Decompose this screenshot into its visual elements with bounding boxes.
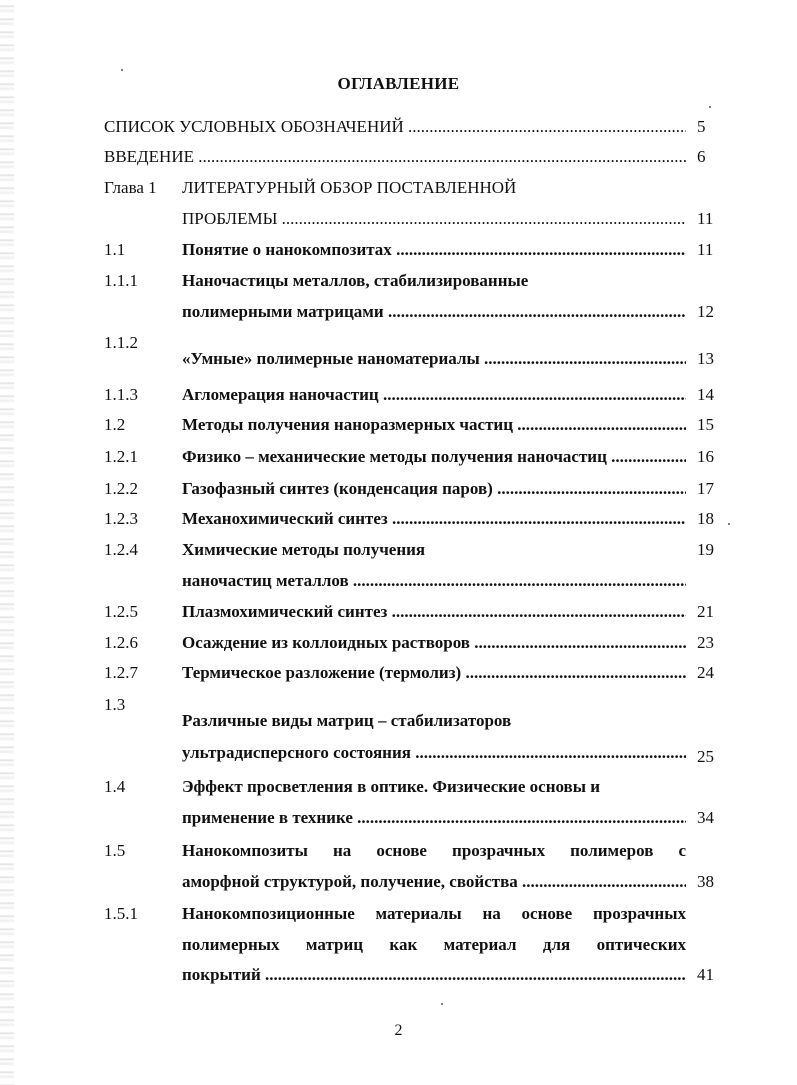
toc-entry-continuation xyxy=(0,807,797,829)
toc-entry-page: 5 xyxy=(697,117,706,136)
toc-entry xyxy=(0,116,797,138)
toc-entry-title: Нанокомпозиты на основе прозрачных полимеров с xyxy=(182,841,686,860)
toc-entry-page: 11 xyxy=(697,240,714,259)
toc-entry-page: 21 xyxy=(697,602,714,621)
toc-entry-page: 23 xyxy=(697,633,714,652)
toc-entry-number: 1.2.3 xyxy=(104,509,138,528)
toc-entry-page: 16 xyxy=(697,447,714,466)
toc-entry-title: «Умные» полимерные наноматериалы ..... xyxy=(182,348,686,370)
toc-entry-page: 11 xyxy=(697,209,714,228)
toc-entry-page: 12 xyxy=(697,302,714,321)
toc-entry-page: 17 xyxy=(697,479,714,498)
toc-entry-number: 1.1.2 xyxy=(104,333,138,352)
toc-entry-page: 38 xyxy=(697,872,714,891)
toc-entry xyxy=(0,776,797,798)
toc-entry-title: Механохимический синтез ..... xyxy=(182,508,686,530)
toc-entry-title: Нанокомпозиционные материалы на основе прозрачных xyxy=(182,904,686,923)
toc-entry-number: 1.2.2 xyxy=(104,479,138,498)
toc-entry-page: 25 xyxy=(697,747,714,766)
toc-entry-continuation xyxy=(0,934,797,956)
toc-entry xyxy=(0,146,797,168)
toc-entry-continuation xyxy=(0,301,797,323)
toc-entry-title: Методы получения наноразмерных частиц ..... xyxy=(182,414,686,436)
toc-entry-title: Различные виды матриц – стабилизаторов xyxy=(182,711,512,730)
toc-entry-number: 1.3 xyxy=(104,695,126,714)
toc-entry-title: Эффект просветления в оптике. Физические основы и xyxy=(182,777,601,796)
toc-entry xyxy=(0,414,797,436)
toc-entry-continuation xyxy=(0,742,797,764)
toc-entry-page: 6 xyxy=(697,147,706,166)
toc-entry-title: Наночастицы металлов, стабилизированные xyxy=(182,271,529,290)
toc-entry-page: 41 xyxy=(697,965,714,984)
page-title: ОГЛАВЛЕНИЕ xyxy=(337,74,460,93)
toc-entry-continuation xyxy=(0,570,797,592)
toc-entry-continuation xyxy=(0,208,797,230)
toc-entry xyxy=(0,446,797,468)
toc-entry-number: 1.5.1 xyxy=(104,904,138,923)
toc-entry xyxy=(0,601,797,623)
toc-entry-number: 1.2.7 xyxy=(104,663,138,682)
toc-entry xyxy=(0,270,797,292)
toc-entry-title: Химические методы получения xyxy=(182,540,426,559)
toc-entry-number: 1.1.1 xyxy=(104,271,138,290)
toc-entry-title: полимерных матриц как материал для оптических xyxy=(182,935,686,954)
toc-entry-number: 1.1 xyxy=(104,240,126,259)
toc-entry-page: 34 xyxy=(697,808,714,827)
toc-entry-title: Термическое разложение (термолиз) ..... xyxy=(182,662,686,684)
toc-entry-page: 13 xyxy=(697,349,714,368)
toc-entry-title: наночастиц металлов ..... xyxy=(182,570,686,592)
toc-entry-title: Агломерация наночастиц ..... xyxy=(182,384,686,406)
toc-entry-page: 18 xyxy=(697,509,714,528)
toc-entry-title: ЛИТЕРАТУРНЫЙ ОБЗОР ПОСТАВЛЕННОЙ xyxy=(182,178,517,197)
toc-entry-title: покрытий ..... xyxy=(182,964,686,986)
toc-entry-page: 24 xyxy=(697,663,714,682)
toc-entry xyxy=(0,662,797,684)
toc-entry-continuation xyxy=(0,348,797,370)
toc-entry xyxy=(0,903,797,925)
toc-entry-number: Глава 1 xyxy=(104,178,157,197)
toc-entry-page: 14 xyxy=(697,385,714,404)
toc-entry-number: 1.4 xyxy=(104,777,126,796)
toc-entry-number: 1.2.4 xyxy=(104,540,138,559)
page-number: 2 xyxy=(394,1022,403,1039)
toc-entry-page: 15 xyxy=(697,415,714,434)
toc-entry-title: Газофазный синтез (конденсация паров) ..... xyxy=(182,478,686,500)
toc-entry-title: ПРОБЛЕМЫ ..... xyxy=(182,208,686,230)
toc-entry-title: полимерными матрицами ..... xyxy=(182,301,686,323)
toc-entry-title: Физико – механические методы получения наночастиц ..... xyxy=(182,446,686,468)
toc-entry-continuation xyxy=(0,871,797,893)
toc-entry-number: 1.2 xyxy=(104,415,126,434)
toc-entry xyxy=(0,239,797,261)
toc-entry-title: Осаждение из коллоидных растворов ..... xyxy=(182,632,686,654)
toc-entry xyxy=(0,632,797,654)
toc-entry xyxy=(0,508,797,530)
toc-entry xyxy=(0,384,797,406)
toc-entry-number: 1.1.3 xyxy=(104,385,138,404)
toc-entry-number: 1.2.1 xyxy=(104,447,138,466)
toc-entry-title: Понятие о нанокомпозитах ..... xyxy=(182,239,686,261)
toc-entry-title: Плазмохимический синтез ..... xyxy=(182,601,686,623)
toc-entry xyxy=(0,177,797,199)
toc-entry-title: применение в технике ..... xyxy=(182,807,686,829)
toc-entry-title: аморфной структурой, получение, свойства ..... xyxy=(182,871,686,893)
toc-entry-title: ультрадисперсного состояния ..... xyxy=(182,742,686,764)
toc-entry-number: 1.2.5 xyxy=(104,602,138,621)
toc-entry-continuation xyxy=(0,710,797,732)
toc-entry xyxy=(0,478,797,500)
toc-entry xyxy=(0,840,797,862)
toc-entry-title: ВВЕДЕНИЕ ..... xyxy=(104,146,686,168)
toc-entry-number: 1.2.6 xyxy=(104,633,138,652)
toc-entry xyxy=(0,539,797,561)
toc-entry-continuation xyxy=(0,964,797,986)
toc-entry-title: СПИСОК УСЛОВНЫХ ОБОЗНАЧЕНИЙ ..... xyxy=(104,116,686,138)
toc-entry-number: 1.5 xyxy=(104,841,126,860)
toc-entry-page: 19 xyxy=(697,540,714,559)
